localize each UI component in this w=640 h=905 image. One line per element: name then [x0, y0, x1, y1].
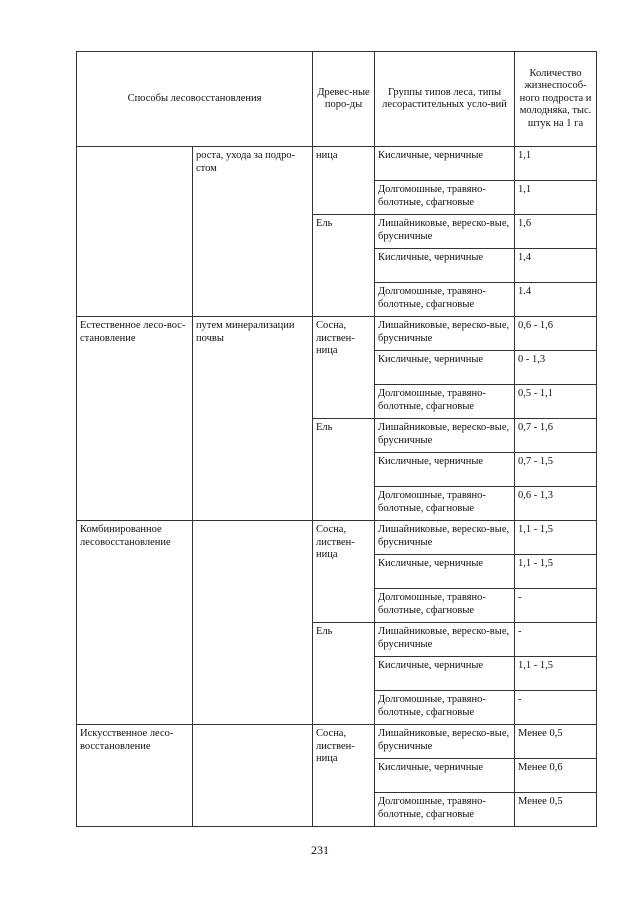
technique-cell: [193, 521, 313, 725]
forest-group-cell: Кисличные, черничные: [375, 147, 515, 181]
value-cell: -: [515, 623, 597, 657]
species-cell: Ель: [313, 215, 375, 317]
forest-group-cell: Лишайниковые, вереско-вые, брусничные: [375, 419, 515, 453]
forest-group-cell: Долгомошные, травяно-болотные, сфагновые: [375, 793, 515, 827]
value-cell: 1,1 - 1,5: [515, 657, 597, 691]
value-cell: -: [515, 691, 597, 725]
value-cell: -: [515, 589, 597, 623]
forest-group-cell: Лишайниковые, вереско-вые, брусничные: [375, 521, 515, 555]
value-cell: 0,7 - 1,6: [515, 419, 597, 453]
value-cell: Менее 0,5: [515, 725, 597, 759]
method-cell: Комбинированное лесовосстановление: [77, 521, 193, 725]
table-row: [77, 317, 597, 351]
value-cell: 1,1 - 1,5: [515, 521, 597, 555]
forest-group-cell: Кисличные, черничные: [375, 555, 515, 589]
value-cell: 0,7 - 1,5: [515, 453, 597, 487]
header-count: Количество жизнеспособ-ного подроста и молодняка, тыс. штук на 1 га: [515, 52, 597, 147]
value-cell: Менее 0,5: [515, 793, 597, 827]
value-cell: 0,6 - 1,6: [515, 317, 597, 351]
forest-group-cell: Долгомошные, травяно-болотные, сфагновые: [375, 691, 515, 725]
forest-group-cell: Кисличные, черничные: [375, 351, 515, 385]
reforestation-table: [76, 51, 597, 827]
forest-group-cell: Кисличные, черничные: [375, 759, 515, 793]
table-row: [77, 725, 597, 759]
header-species: Древес-ные поро-ды: [313, 52, 375, 147]
page-number: 231: [311, 843, 329, 857]
species-cell: ница: [313, 147, 375, 215]
technique-cell: роста, ухода за подро-стом: [193, 147, 313, 317]
value-cell: 1,1 - 1,5: [515, 555, 597, 589]
value-cell: Менее 0,6: [515, 759, 597, 793]
value-cell: 1,4: [515, 249, 597, 283]
method-cell: Естественное лесо-вос-становление: [77, 317, 193, 521]
forest-group-cell: Долгомошные, травяно-болотные, сфагновые: [375, 283, 515, 317]
technique-cell: [193, 725, 313, 827]
value-cell: 1.4: [515, 283, 597, 317]
species-cell: Сосна, листвен-ница: [313, 725, 375, 827]
forest-group-cell: Лишайниковые, вереско-вые, брусничные: [375, 623, 515, 657]
forest-group-cell: Кисличные, черничные: [375, 249, 515, 283]
value-cell: 0 - 1,3: [515, 351, 597, 385]
species-cell: Сосна, листвен-ница: [313, 521, 375, 623]
header-methods: Способы лесовосстановления: [77, 52, 313, 147]
technique-cell: путем минерализации почвы: [193, 317, 313, 521]
species-cell: Сосна, листвен-ница: [313, 317, 375, 419]
table-row: [77, 521, 597, 555]
method-cell: Искусственное лесо-восстановление: [77, 725, 193, 827]
header-groups: Группы типов леса, типы лесорастительных усло-вий: [375, 52, 515, 147]
forest-group-cell: Кисличные, черничные: [375, 453, 515, 487]
value-cell: 0,6 - 1,3: [515, 487, 597, 521]
forest-group-cell: Долгомошные, травяно-болотные, сфагновые: [375, 487, 515, 521]
species-cell: Ель: [313, 419, 375, 521]
forest-group-cell: Долгомошные, травяно-болотные, сфагновые: [375, 589, 515, 623]
forest-group-cell: Кисличные, черничные: [375, 657, 515, 691]
forest-group-cell: Лишайниковые, вереско-вые, брусничные: [375, 317, 515, 351]
table-row: [77, 147, 597, 181]
forest-group-cell: Долгомошные, травяно-болотные, сфагновые: [375, 181, 515, 215]
forest-group-cell: Долгомошные, травяно-болотные, сфагновые: [375, 385, 515, 419]
value-cell: 1,6: [515, 215, 597, 249]
method-cell: [77, 147, 193, 317]
value-cell: 1,1: [515, 181, 597, 215]
species-cell: Ель: [313, 623, 375, 725]
value-cell: 1,1: [515, 147, 597, 181]
forest-group-cell: Лишайниковые, вереско-вые, брусничные: [375, 725, 515, 759]
header-row: [77, 52, 597, 147]
forest-group-cell: Лишайниковые, вереско-вые, брусничные: [375, 215, 515, 249]
value-cell: 0,5 - 1,1: [515, 385, 597, 419]
